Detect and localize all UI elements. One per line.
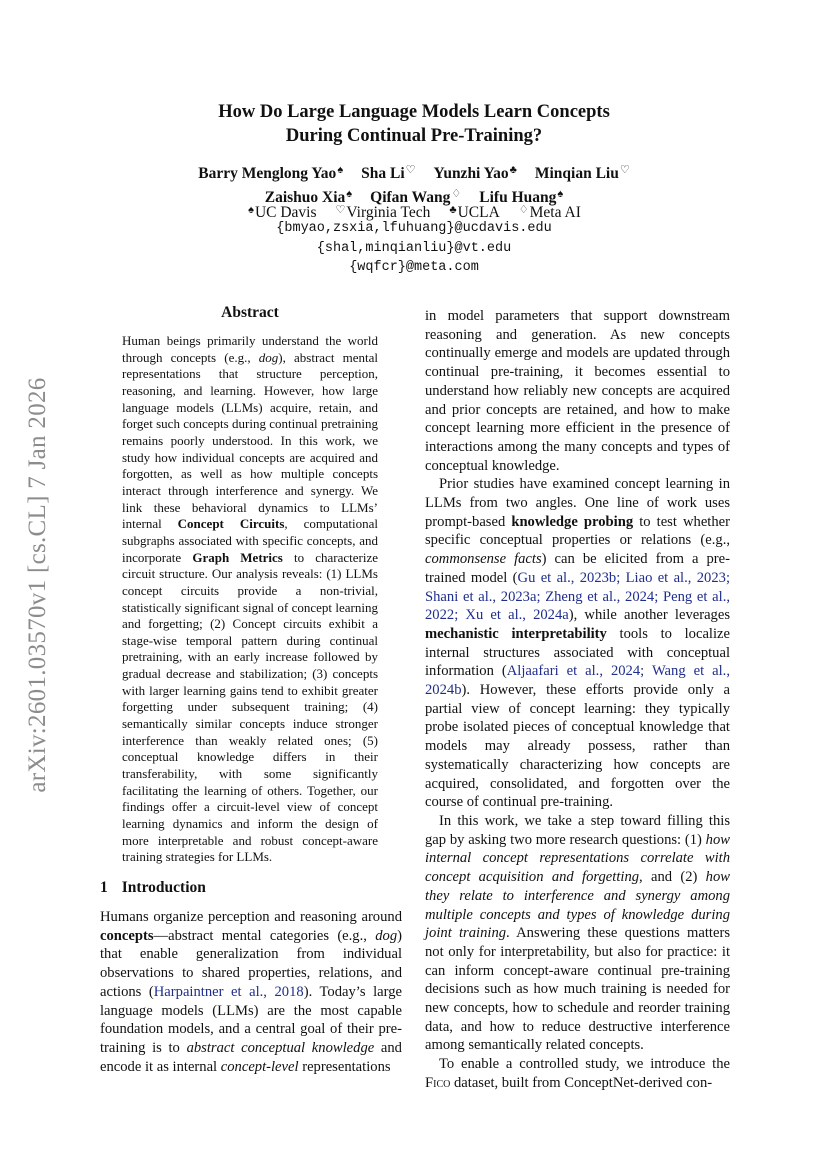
intro-paragraph-2: Prior studies have examined concept learning in LLMs from two angles. One line of work uses prompt-based knowledge probing to test whether specific conceptual properties or relations (e.g., commonsense facts) can be elicited from a pre-trained model (Gu et al., 2023b; Liao et al., 2023; Shani et al., 2023a; Zheng et al., 2024; Peng et al., 2022; Xu et al., 2024a), while another leverages mechanistic interpretability tools to localize internal structures associated with conceptual information (Aljaafari et al., 2024; Wang et al., 2024b). However, these efforts provide only a partial view of concept learning: they typically probe isolated pieces of conceptual knowledge that models may already possess, rather than systematically characterizing how concepts are acquired, consolidated, and forgotten over the course of continual pre-training. — [425, 476, 731, 811]
author: Qifan Wang♢ — [370, 188, 462, 206]
intro-paragraph-3: In this work, we take a step toward filling this gap by asking two more research questions: (1) how internal concept representations correlate with concept acquisition and forgetting, and (2) how they relate to interference and synergy among multiple concepts and types of knowledge during joint training. Answering these questions matters not only for interpretability, but also for practice: it can inform concept-aware continual pre-training decisions such as how much training is needed for new concepts, how to schedule and reorder training data, and how to reduce destructive interference among semantically related concepts. — [425, 812, 730, 1054]
abstract-heading: Abstract — [221, 304, 279, 321]
arxiv-identifier-stamp — [18, 350, 58, 820]
arxiv-identifier: arXiv:2601.03570v1 [cs.CL] 7 Jan 2026 — [24, 377, 51, 793]
citation-link[interactable]: Peng et al., 2022 — [425, 588, 730, 624]
paper-title — [100, 100, 728, 148]
left-column-text — [100, 908, 402, 1076]
author: Minqian Liu♡ — [534, 164, 630, 182]
affiliation: ♢Meta AI — [518, 204, 581, 221]
author: Lifu Huang♠ — [479, 188, 564, 206]
section-number: 1 — [100, 879, 108, 896]
affiliation: ♡Virginia Tech — [335, 204, 431, 221]
author: Yunzhi Yao♣ — [433, 164, 517, 182]
paper-title-line-1: How Do Large Language Models Learn Concepts — [218, 102, 610, 122]
email-list — [100, 219, 728, 278]
email-line: {shal,minqianliu}@vt.edu — [316, 240, 512, 256]
author-line-1 — [100, 160, 728, 184]
citation-link[interactable]: Zheng et al., 2024 — [545, 588, 655, 605]
author: Barry Menglong Yao♠ — [198, 164, 344, 182]
intro-paragraph-1: Humans organize perception and reasoning around concepts—abstract mental categories (e.g., dog) that enable generalization from individual observations to shared properties, relations, and actions (Harpaintner et al., 2018). Today’s large language models (LLMs) are the most capable foundation models, and a central goal of their pre-training is to abstract conceptual knowledge and encode it as internal concept-level representations — [100, 909, 402, 1075]
abstract-body: Human beings primarily understand the world through concepts (e.g., dog), abstract mental representations that structure perception, reasoning, and learning. However, how large language models (LLMs) acquire, retain, and forget such concepts during continual pretraining remains poorly understood. In this work, we study how individual concepts are acquired and forgotten, as well as how multiple concepts interact through interference and synergy. We link these behavioral dynamics to LLMs’ internal Concept Circuits, computational subgraphs associated with specific concepts, and incorporate Graph Metrics to characterize circuit structure. Our analysis reveals: (1) LLMs concept circuits provide a non-trivial, statistically significant signal of concept learning and forgetting; (2) Concept circuits exhibit a stage-wise temporal pattern during continual pretraining, with an early increase followed by gradual decrease and stabilization; (3) concepts with larger learning gains tend to exhibit greater forgetting under subsequent training; (4) semantically similar concepts induce stronger interference than weakly related ones; (5) conceptual knowledge differs in their transferability, with some significantly facilitating the learning of others. Together, our findings offer a circuit-level view of concept learning dynamics and inform the design of more interpretable and robust concept-aware training strategies for LLMs. — [122, 333, 379, 865]
affiliation: ♣UCLA — [449, 204, 500, 221]
author: Zaishuo Xia♠ — [264, 188, 353, 206]
paper-title-line-2: During Continual Pre-Training? — [285, 126, 543, 146]
dataset-name: Fico — [425, 1074, 451, 1091]
affiliation: ♠UC Davis — [248, 204, 317, 221]
section-heading-introduction — [100, 879, 206, 897]
citation-link[interactable]: Shani et al., 2023a — [425, 588, 537, 605]
right-column-text — [425, 307, 730, 1093]
section-title: Introduction — [121, 879, 206, 896]
email-line: {wqfcr}@meta.com — [349, 260, 479, 275]
author: Sha Li♡ — [361, 164, 416, 182]
email-line: {bmyao,zsxia,lfuhuang}@ucdavis.edu — [276, 221, 552, 236]
citation-link[interactable]: Liao et al., 2023 — [625, 569, 726, 586]
intro-paragraph-4: To enable a controlled study, we introduce the Fico dataset, built from ConceptNet-derived con- — [425, 1056, 730, 1091]
citation-link[interactable]: Harpaintner et al., 2018 — [153, 983, 304, 1000]
intro-paragraph-1-continued: in model parameters that support downstream reasoning and generation. As new concepts continually emerge and models are updated through continual pre-training, it becomes essential to understand how reliably new concepts are acquired and prior concepts are retained, and how to make concept learning more efficient in the presence of interactions among the many concepts and types of conceptual knowledge. — [425, 308, 730, 474]
citation-link[interactable]: Aljaafari et al., 2024 — [506, 663, 641, 680]
citation-link[interactable]: Wang et al., 2024b — [425, 663, 730, 699]
citation-link[interactable]: Xu et al., 2024a — [465, 607, 569, 624]
citation-link[interactable]: Gu et al., 2023b — [517, 569, 617, 586]
